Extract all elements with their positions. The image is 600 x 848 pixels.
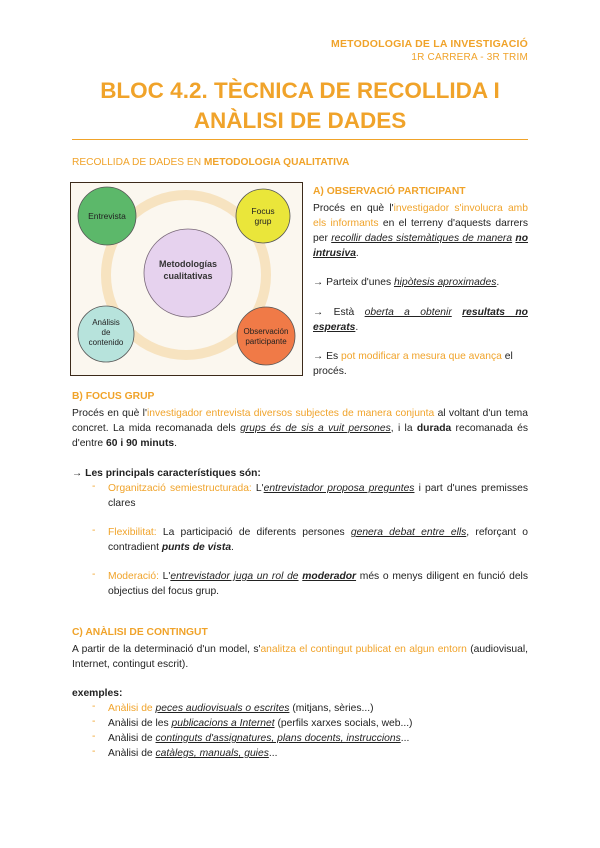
diagram-node-observacion-label-2: participante — [245, 337, 287, 346]
header-course-info: 1R CARRERA - 3R TRIM — [411, 52, 528, 63]
characteristic-item-1 — [108, 481, 528, 511]
example-item-1 — [108, 701, 374, 716]
title-divider — [72, 139, 528, 140]
text-highlight: investigador s'involucra amb els informants — [313, 203, 528, 229]
page-title — [72, 76, 528, 136]
diagram-node-analisis-label-3: contenido — [88, 338, 124, 347]
text-underlined: continguts d'assignatures, plans docents, instruccions — [155, 733, 401, 744]
text: → Està — [313, 307, 365, 318]
characteristic-item-2 — [108, 525, 528, 555]
example-item-3 — [108, 731, 409, 746]
section-a-heading: A) OBSERVACIÓ PARTICIPANT — [313, 186, 466, 197]
text: el procés. — [313, 351, 513, 377]
text-underlined: hipòtesis aproximades — [393, 277, 497, 288]
text-highlight: pot modificar a mesura que avança — [341, 351, 502, 362]
text: recomanada és d'entre — [72, 423, 528, 449]
text: Anàlisi de — [108, 733, 156, 744]
section-a-paragraph-3 — [313, 305, 528, 335]
list-dash: - — [92, 746, 96, 757]
example-item-4 — [108, 746, 277, 761]
text: (perfils xarxes socials, web...) — [274, 718, 413, 729]
list-dash: - — [92, 481, 96, 492]
section-b-paragraph — [72, 406, 528, 451]
list-dash: - — [92, 731, 96, 742]
text: . — [496, 277, 500, 288]
section-a-paragraph-2 — [313, 275, 528, 290]
text: ... — [400, 733, 410, 744]
text-underlined: catàlegs, manuals, guies — [155, 748, 269, 759]
text: , i la — [390, 423, 417, 434]
text-underlined: publicacions a Internet — [171, 718, 275, 729]
item-label: Moderació: — [108, 571, 159, 582]
text: ... — [268, 748, 278, 759]
text-underlined-bold: no intrusiva — [313, 233, 528, 259]
section-b-heading: B) FOCUS GRUP — [72, 391, 155, 402]
header-course-title: METODOLOGIA DE LA INVESTIGACIÓ — [331, 38, 528, 50]
text: (mitjans, sèries...) — [289, 703, 374, 714]
text-underlined: genera debat entre ells — [350, 527, 467, 538]
text: Procés en què l' — [313, 203, 394, 214]
text-underlined: peces audiovisuals o escrites — [155, 703, 290, 714]
item-label: Flexibilitat: — [108, 527, 157, 538]
text: A partir de la determinació d'un model, s' — [72, 644, 261, 655]
page-title-line1: BLOC 4.2. TÈCNICA DE RECOLLIDA I — [100, 78, 500, 103]
section-heading-bold: METODOLOGIA QUALITATIVA — [203, 157, 350, 168]
diagram-center-label-1: Metodologías — [159, 259, 217, 269]
text-underlined: oberta a obtenir — [364, 307, 452, 318]
page-title-line2: ANÀLISI DE DADES — [193, 108, 407, 133]
diagram-center-label-2: cualitativas — [163, 271, 213, 281]
item-label: Organització semiestructurada: — [108, 483, 252, 494]
diagram-node-observacion-label-1: Observación — [243, 327, 289, 336]
text: . — [231, 542, 234, 553]
section-a-paragraph-4 — [313, 349, 528, 379]
text-underlined-bold: resultats no esperats — [313, 307, 528, 333]
qualitative-methods-diagram — [70, 182, 303, 376]
text: . — [174, 438, 178, 449]
text-underlined: entrevistador juga un rol de — [170, 571, 299, 582]
text-bold: 60 i 90 minuts — [106, 438, 175, 449]
characteristic-item-3 — [108, 569, 528, 599]
text-bold: durada — [416, 423, 452, 434]
text: al voltant d'un tema concret. La mida recomanada dels — [72, 408, 528, 434]
diagram-node-entrevista-label: Entrevista — [88, 211, 126, 221]
diagram-node-focus-label-2: grup — [254, 216, 272, 226]
text-highlight: analitza el contingut publicat en algun entorn — [260, 644, 467, 655]
text: i part d'unes premisses clares — [108, 483, 528, 509]
text: en el terreny d'aquests darrers per — [313, 218, 528, 244]
text: La participació de diferents persones — [156, 527, 351, 538]
section-heading-prefix: RECOLLIDA DE DADES EN — [72, 157, 204, 168]
text: Procés en què l' — [72, 408, 147, 419]
text: (audiovisual, Internet, contingut escrit). — [72, 644, 529, 670]
text: , reforçant o contradient — [108, 527, 528, 553]
text-bold-italic: punts de vista — [161, 542, 232, 553]
diagram-node-observacion — [237, 307, 295, 365]
diagram-node-analisis-label-2: de — [101, 328, 111, 337]
section-heading — [72, 157, 349, 168]
diagram-node-analisis-label-1: Análisis — [92, 318, 120, 327]
text-underlined: grups és de sis a vuit persones — [240, 423, 391, 434]
text-underlined-bold: moderador — [302, 571, 357, 582]
text-underlined: entrevistador proposa preguntes — [263, 483, 415, 494]
text: → Es — [313, 351, 342, 362]
text: → Parteix d'unes — [313, 277, 394, 288]
text: . — [355, 248, 359, 259]
section-c-paragraph — [72, 642, 528, 672]
text: . — [355, 322, 359, 333]
diagram-node-focus-label-1: Focus — [251, 206, 275, 216]
list-dash: - — [92, 716, 96, 727]
text: L' — [251, 483, 264, 494]
text: més o menys diligent en funció dels objectius del focus grup. — [108, 571, 528, 597]
text-highlight: Anàlisi de — [108, 703, 156, 714]
text-underlined: recollir dades sistemàtiques de manera — [331, 233, 513, 244]
characteristics-heading: → Les principals característiques són: — [72, 468, 261, 479]
text: Anàlisi de les — [108, 718, 172, 729]
text: L' — [158, 571, 171, 582]
list-dash: - — [92, 701, 96, 712]
section-a-paragraph-1 — [313, 201, 528, 261]
text: Anàlisi de — [108, 748, 156, 759]
example-item-2 — [108, 716, 412, 731]
list-dash: - — [92, 525, 96, 536]
list-dash: - — [92, 569, 96, 580]
section-c-heading: C) ANÀLISI DE CONTINGUT — [72, 627, 208, 638]
examples-label: exemples: — [72, 688, 123, 699]
text-highlight: investigador entrevista diversos subjectes de manera conjunta — [146, 408, 435, 419]
